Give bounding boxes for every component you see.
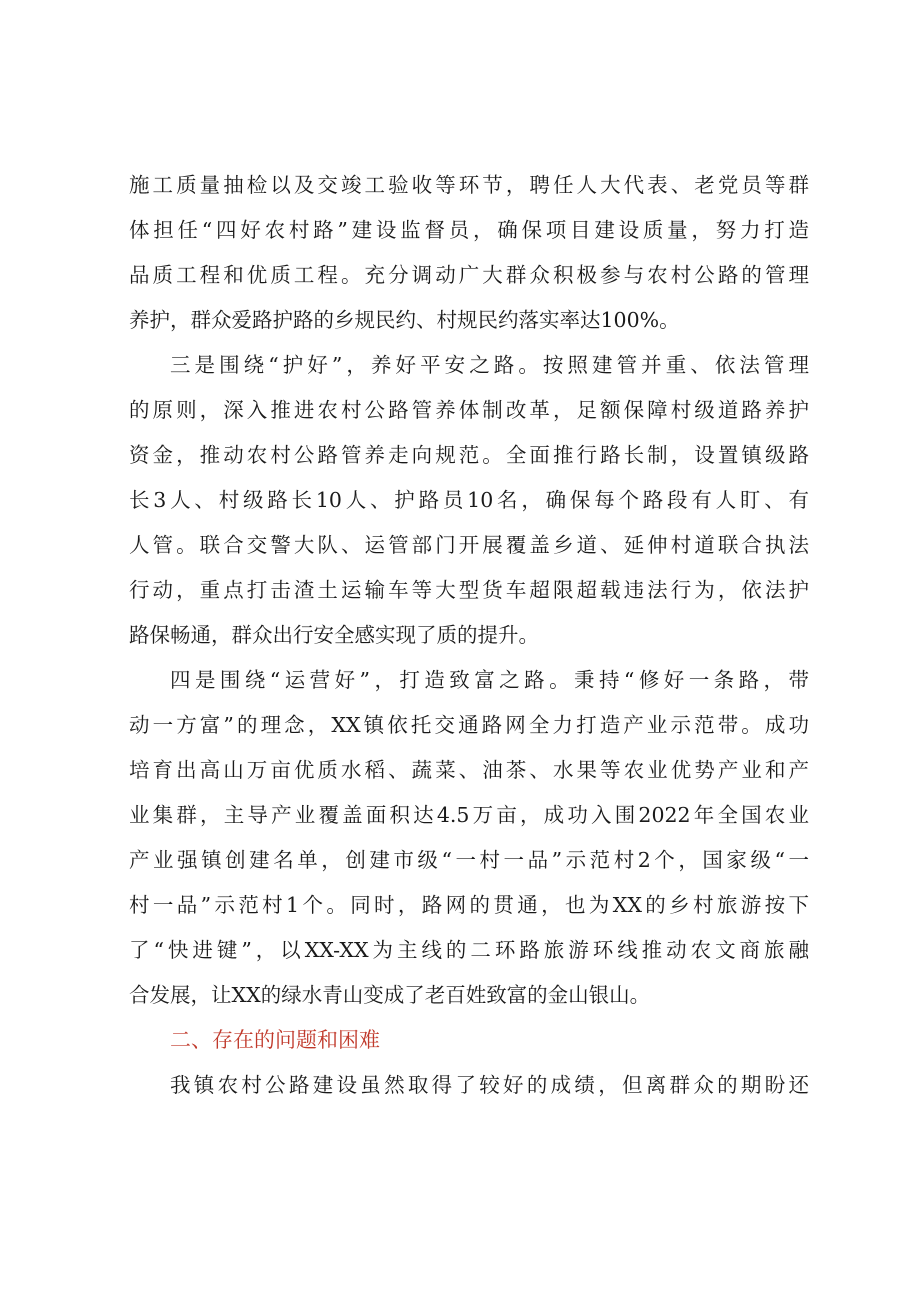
text-line: 养护，群众爱路护路的乡规民约、村规民约落实率达100%。 [129, 308, 680, 332]
text-line: 培育出高山万亩优质水稻、蔬菜、油茶、水果等农业优势产业和产 [129, 758, 809, 782]
closing-line: 我镇农村公路建设虽然取得了较好的成绩，但离群众的期盼还 [170, 1073, 809, 1097]
section-heading: 二、存在的问题和困难 [170, 1028, 380, 1052]
text-line: 合发展，让XX的绿水青山变成了老百姓致富的金山银山。 [129, 983, 651, 1007]
text-line: 产业强镇创建名单，创建市级“一村一品”示范村2个，国家级“一 [129, 848, 809, 872]
paragraph-yun-ying-hao [129, 658, 809, 1018]
paragraph-continued [129, 163, 809, 343]
text-line: 品质工程和优质工程。充分调动广大群众积极参与农村公路的管理 [129, 263, 809, 287]
text-line: 资金，推动农村公路管养走向规范。全面推行路长制，设置镇级路 [129, 443, 809, 467]
text-line: 了“快进键”，以XX-XX为主线的二环路旅游环线推动农文商旅融 [129, 938, 809, 962]
text-line: 业集群，主导产业覆盖面积达4.5万亩，成功入围2022年全国农业 [129, 803, 809, 827]
text-line: 体担任“四好农村路”建设监督员，确保项目建设质量，努力打造 [129, 218, 809, 242]
text-line: 行动，重点打击渣土运输车等大型货车超限超载违法行为，依法护 [129, 578, 809, 602]
text-line: 动一方富”的理念，XX镇依托交通路网全力打造产业示范带。成功 [129, 713, 809, 737]
text-line: 施工质量抽检以及交竣工验收等环节，聘任人大代表、老党员等群 [129, 173, 809, 197]
paragraph-hu-hao [129, 343, 809, 658]
document-body [129, 163, 809, 1108]
text-line: 人管。联合交警大队、运管部门开展覆盖乡道、延伸村道联合执法 [129, 533, 809, 557]
text-line: 的原则，深入推进农村公路管养体制改革，足额保障村级道路养护 [129, 398, 809, 422]
text-line: 路保畅通，群众出行安全感实现了质的提升。 [129, 623, 539, 647]
text-line: 长3人、村级路长10人、护路员10名，确保每个路段有人盯、有 [129, 488, 809, 512]
text-line: 三是围绕“护好”，养好平安之路。按照建管并重、依法管理 [170, 353, 809, 377]
text-line: 村一品”示范村1个。同时，路网的贯通，也为XX的乡村旅游按下 [129, 893, 809, 917]
text-line: 四是围绕“运营好”，打造致富之路。秉持“修好一条路，带 [170, 668, 809, 692]
